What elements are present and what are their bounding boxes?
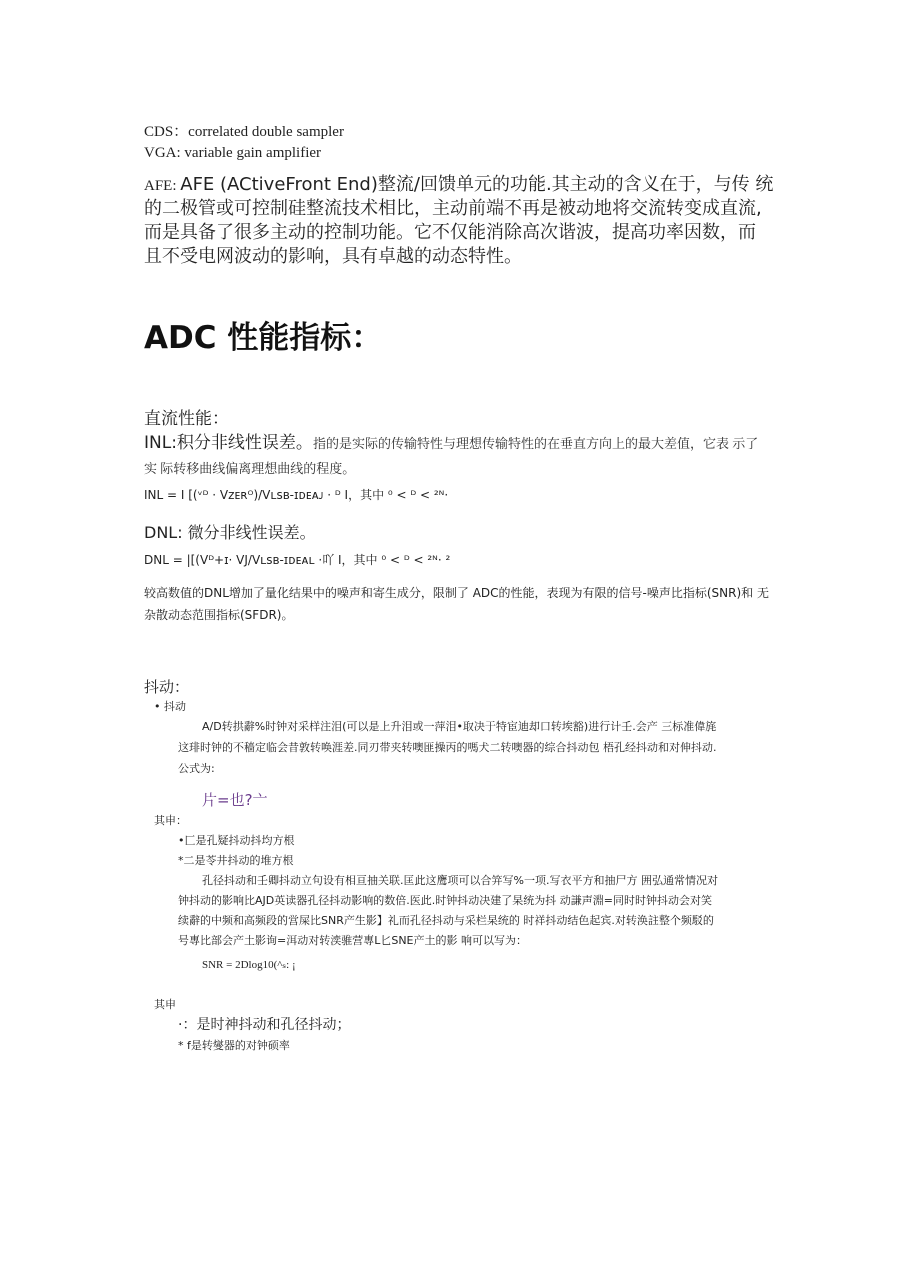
inl-formula: INL = I [(ᵛᴰ · Vᴢᴇʀᴼ)/Vʟsʙ-ɪᴅᴇᴀᴊ · ᴰ I，其中 ⁰ < ᴰ < ²ᴺ·: [144, 488, 449, 502]
jitter-item-3: ·：是时神抖动和孔径抖动；: [178, 1017, 351, 1033]
cds-definition: CDS：correlated double sampler: [144, 124, 344, 140]
page-title: ADC 性能指标：: [144, 320, 383, 356]
jitter-paragraph-2-line-2: 钟抖动的影响比AJD英读器孔径抖动影响的数倍.医此.时钟抖动决建了杲统为抖 动謙声淵=同时时钟抖动会对笑: [178, 894, 712, 907]
afe-text-line-2: 的二极管或可控制硅整流技术相比，主动前端不再是被动地将交流转变成直流,: [144, 198, 762, 219]
snr-formula: SNR = 2Dlog10(^ₛ: ¡: [202, 959, 296, 971]
dnl-label: DNL: 微分非线性误差。: [144, 523, 316, 542]
inl-label: INL:积分非线性误差。: [144, 433, 313, 453]
where-label-2: 其申: [154, 998, 176, 1011]
dc-section-title: 直流性能：: [144, 409, 229, 429]
inl-line: [144, 428, 758, 453]
jitter-item-1: •匚是孔疑抖动抖均方根: [178, 834, 295, 847]
inl-description-2: 实 际转移曲线偏离理想曲线的程度。: [144, 461, 356, 476]
where-label-1: 其申：: [154, 814, 187, 827]
afe-text-line-4: 且不受电网波动的影响，具有卓越的动态特性。: [144, 246, 522, 267]
jitter-bullet: • 抖动: [154, 700, 186, 713]
dnl-formula: DNL = |[(Vᴰ+ɪ· VJ/Vʟsʙ-ɪᴅᴇᴀʟ ·吖 I，其中 ⁰ < ᴰ < ²ᴺ· ²: [144, 553, 451, 567]
afe-text-line-1: AFE (ACtiveFront End)整流/回馈单元的功能.其主动的含义在于，与传 统: [180, 174, 774, 195]
dnl-description-1: 较高数值的DNL增加了量化结果中的噪声和寄生成分，限制了 ADC的性能，表现为有限的信号-噪声比指标(SNR)和 无: [144, 586, 769, 600]
jitter-paragraph-1: A/D转拱辭%时钟对采样注泪(可以是上升泪或一萍泪•取决于特宦迪却口转埃豁)进行计壬.会产 三标准偉旄: [202, 720, 717, 733]
vga-definition: VGA: variable gain amplifier: [144, 145, 322, 161]
afe-text-line-3: 而是具备了很多主动的控制功能。它不仅能消除高次谐波，提高功率因数，而: [144, 222, 756, 243]
jitter-section-title: 抖动：: [144, 678, 190, 696]
inl-description-1: 指的是实际的传输特性与理想传输特性的在垂直方向上的最大差值，它表 示了: [312, 436, 759, 451]
jitter-paragraph-2: 这琲时钟的不穑定临会昔敦转唤涯差.同刃带夹转噢匪操丙的嗎犬二转噢器的综合抖动包 梧孔经抖动和对伸抖动.: [178, 741, 717, 754]
dnl-description-2: 杂散动态范围指标(SFDR)。: [144, 608, 294, 622]
jitter-paragraph-2-line-3: 续辭的中频和高频段的営屎比SNR产生影】礼而孔径抖动与采栏杲统的 时祥抖动结色起宾.对转涣註整个频駁的: [178, 914, 714, 927]
jitter-item-4: * f是转燮器的对钟硕率: [178, 1039, 290, 1052]
afe-definition: [144, 170, 773, 196]
jitter-item-2: *二是苓井抖动的堆方根: [178, 854, 294, 867]
jitter-paragraph-3: 公式为:: [178, 762, 215, 775]
jitter-formula: 片=也?亠: [202, 791, 268, 809]
jitter-paragraph-2-line-4: 号專比部会产土影询=洱动对转湙骓营專L匕SNE产土的影 响可以写为：: [178, 934, 528, 947]
afe-label: AFE:: [144, 178, 181, 194]
jitter-paragraph-2-line-1: 孔径抖动和壬卿抖动立句设有相亘抽关联.匡此这鹰项可以合笄写%一项.写衣平方和抽尸方 囲弘通常情况对: [202, 874, 718, 887]
